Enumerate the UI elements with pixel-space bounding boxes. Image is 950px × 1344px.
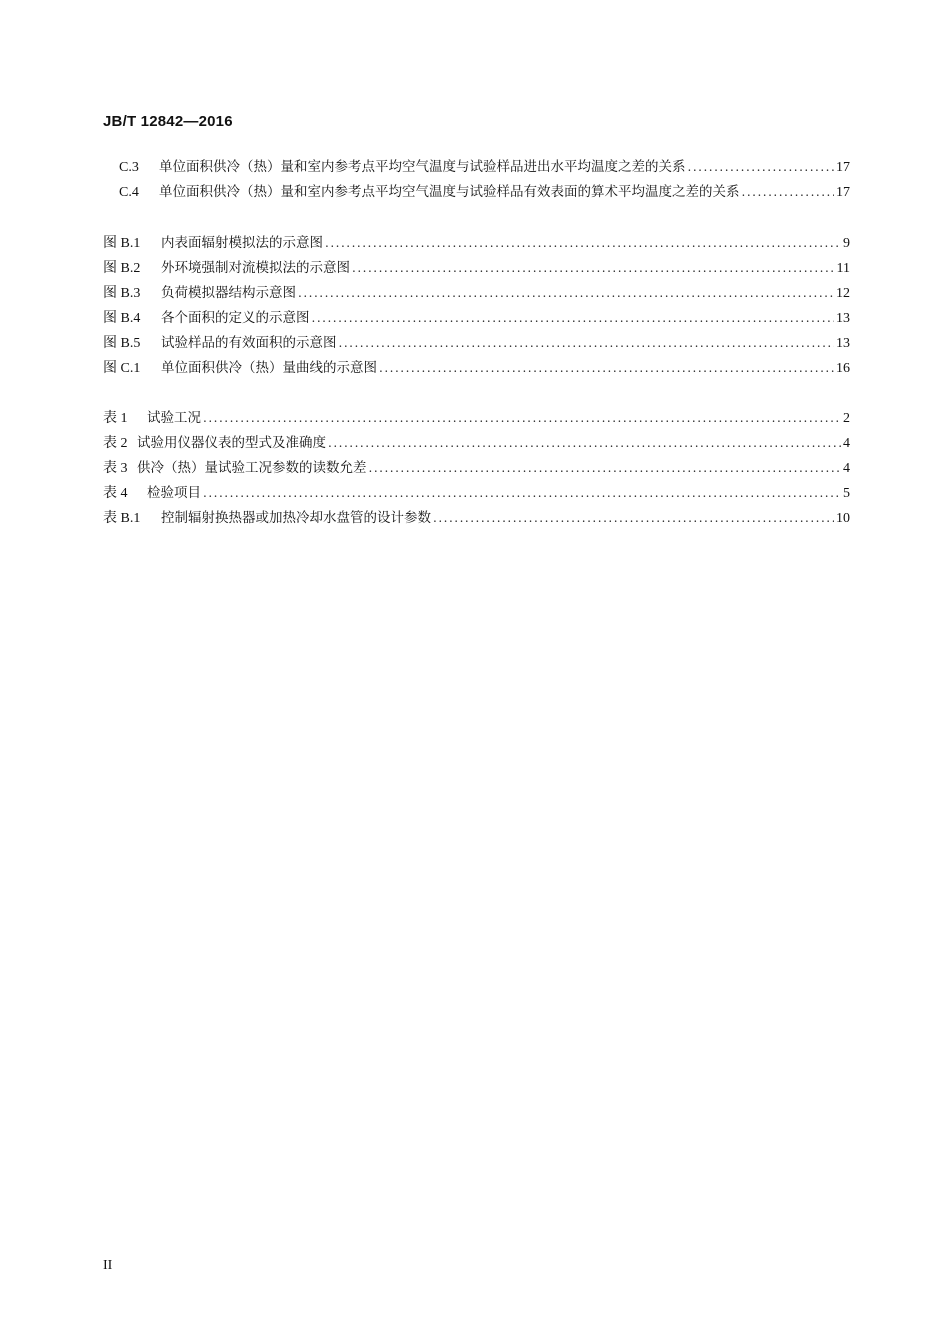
- toc-entry-title: 单位面积供冷（热）量曲线的示意图: [161, 360, 377, 376]
- toc-entry-title: 检验项目: [147, 485, 201, 501]
- toc-entry-title: 各个面积的定义的示意图: [161, 310, 310, 326]
- toc-entry-title: 单位面积供冷（热）量和室内参考点平均空气温度与试验样品有效表面的算术平均温度之差的关系: [159, 184, 740, 200]
- toc-entry-page: 16: [836, 361, 850, 376]
- toc-entry-page: 12: [836, 286, 850, 301]
- toc-entry-label: C.3: [119, 160, 139, 175]
- page-number: II: [103, 1258, 113, 1273]
- toc-entry-page: 11: [836, 261, 850, 276]
- toc-entry-label: 图 C.1: [103, 361, 141, 376]
- toc-leader-dots: [328, 433, 841, 453]
- standard-number: JB/T 12842—2016: [103, 113, 233, 130]
- toc-entry-page: 2: [843, 411, 850, 426]
- toc-entry-label: 图 B.1: [103, 236, 141, 251]
- toc-leader-dots: [742, 182, 835, 202]
- toc-entry-label: 图 B.5: [103, 336, 141, 351]
- toc-leader-dots: [352, 258, 835, 278]
- toc-entry-title: 试验工况: [147, 410, 201, 426]
- toc-entry-label: C.4: [119, 185, 139, 200]
- toc-entry-page: 13: [836, 311, 850, 326]
- toc-entry-title: 外环境强制对流模拟法的示意图: [161, 260, 350, 276]
- toc-entry-figure-b5[interactable]: [103, 333, 850, 353]
- toc-entry-c4[interactable]: [119, 182, 850, 202]
- toc-entry-page: 9: [843, 236, 850, 251]
- toc-leader-dots: [369, 458, 842, 478]
- toc-entry-figure-b3[interactable]: [103, 283, 850, 303]
- toc-entry-label: 图 B.4: [103, 311, 141, 326]
- toc-entry-title: 供冷（热）量试验工况参数的读数允差: [137, 460, 367, 476]
- toc-entry-table-2[interactable]: [103, 433, 850, 453]
- toc-entry-label: 图 B.2: [103, 261, 141, 276]
- toc-entry-page: 17: [836, 160, 850, 175]
- toc-entry-label: 图 B.3: [103, 286, 141, 301]
- toc-leader-dots: [203, 483, 841, 503]
- toc-entry-title: 控制辐射换热器或加热冷却水盘管的设计参数: [161, 510, 431, 526]
- toc-leader-dots: [433, 508, 834, 528]
- toc-entry-figure-b1[interactable]: [103, 233, 850, 253]
- toc-entry-table-1[interactable]: [103, 408, 850, 428]
- toc-entry-title: 负荷模拟器结构示意图: [161, 285, 296, 301]
- toc-entry-label: 表 4: [103, 486, 128, 501]
- toc-entry-figure-b4[interactable]: [103, 308, 850, 328]
- toc-entry-c3[interactable]: [119, 157, 850, 177]
- toc-entry-label: 表 1: [103, 411, 128, 426]
- toc-entry-label: 表 2: [103, 436, 128, 451]
- toc-entry-figure-b2[interactable]: [103, 258, 850, 278]
- toc-entry-page: 10: [836, 511, 850, 526]
- toc-entry-page: 5: [843, 486, 850, 501]
- toc-leader-dots: [339, 333, 835, 353]
- toc-entry-title: 试验样品的有效面积的示意图: [161, 335, 337, 351]
- toc-entry-title: 试验用仪器仪表的型式及准确度: [137, 435, 326, 451]
- toc-entry-table-3[interactable]: [103, 458, 850, 478]
- toc-entry-label: 表 3: [103, 461, 128, 476]
- toc-entry-label: 表 B.1: [103, 511, 141, 526]
- toc-entry-title: 单位面积供冷（热）量和室内参考点平均空气温度与试验样品进出水平均温度之差的关系: [159, 159, 686, 175]
- toc-leader-dots: [379, 358, 834, 378]
- toc-entry-page: 4: [843, 461, 850, 476]
- toc-entry-page: 17: [836, 185, 850, 200]
- toc-entry-figure-c1[interactable]: [103, 358, 850, 378]
- toc-entry-title: 内表面辐射模拟法的示意图: [161, 235, 323, 251]
- toc-leader-dots: [325, 233, 841, 253]
- toc-leader-dots: [298, 283, 834, 303]
- toc-leader-dots: [203, 408, 841, 428]
- toc-entry-table-b1[interactable]: [103, 508, 850, 528]
- toc-leader-dots: [312, 308, 835, 328]
- toc-entry-page: 13: [836, 336, 850, 351]
- toc-entry-table-4[interactable]: [103, 483, 850, 503]
- toc-entry-page: 4: [843, 436, 850, 451]
- toc-leader-dots: [688, 157, 835, 177]
